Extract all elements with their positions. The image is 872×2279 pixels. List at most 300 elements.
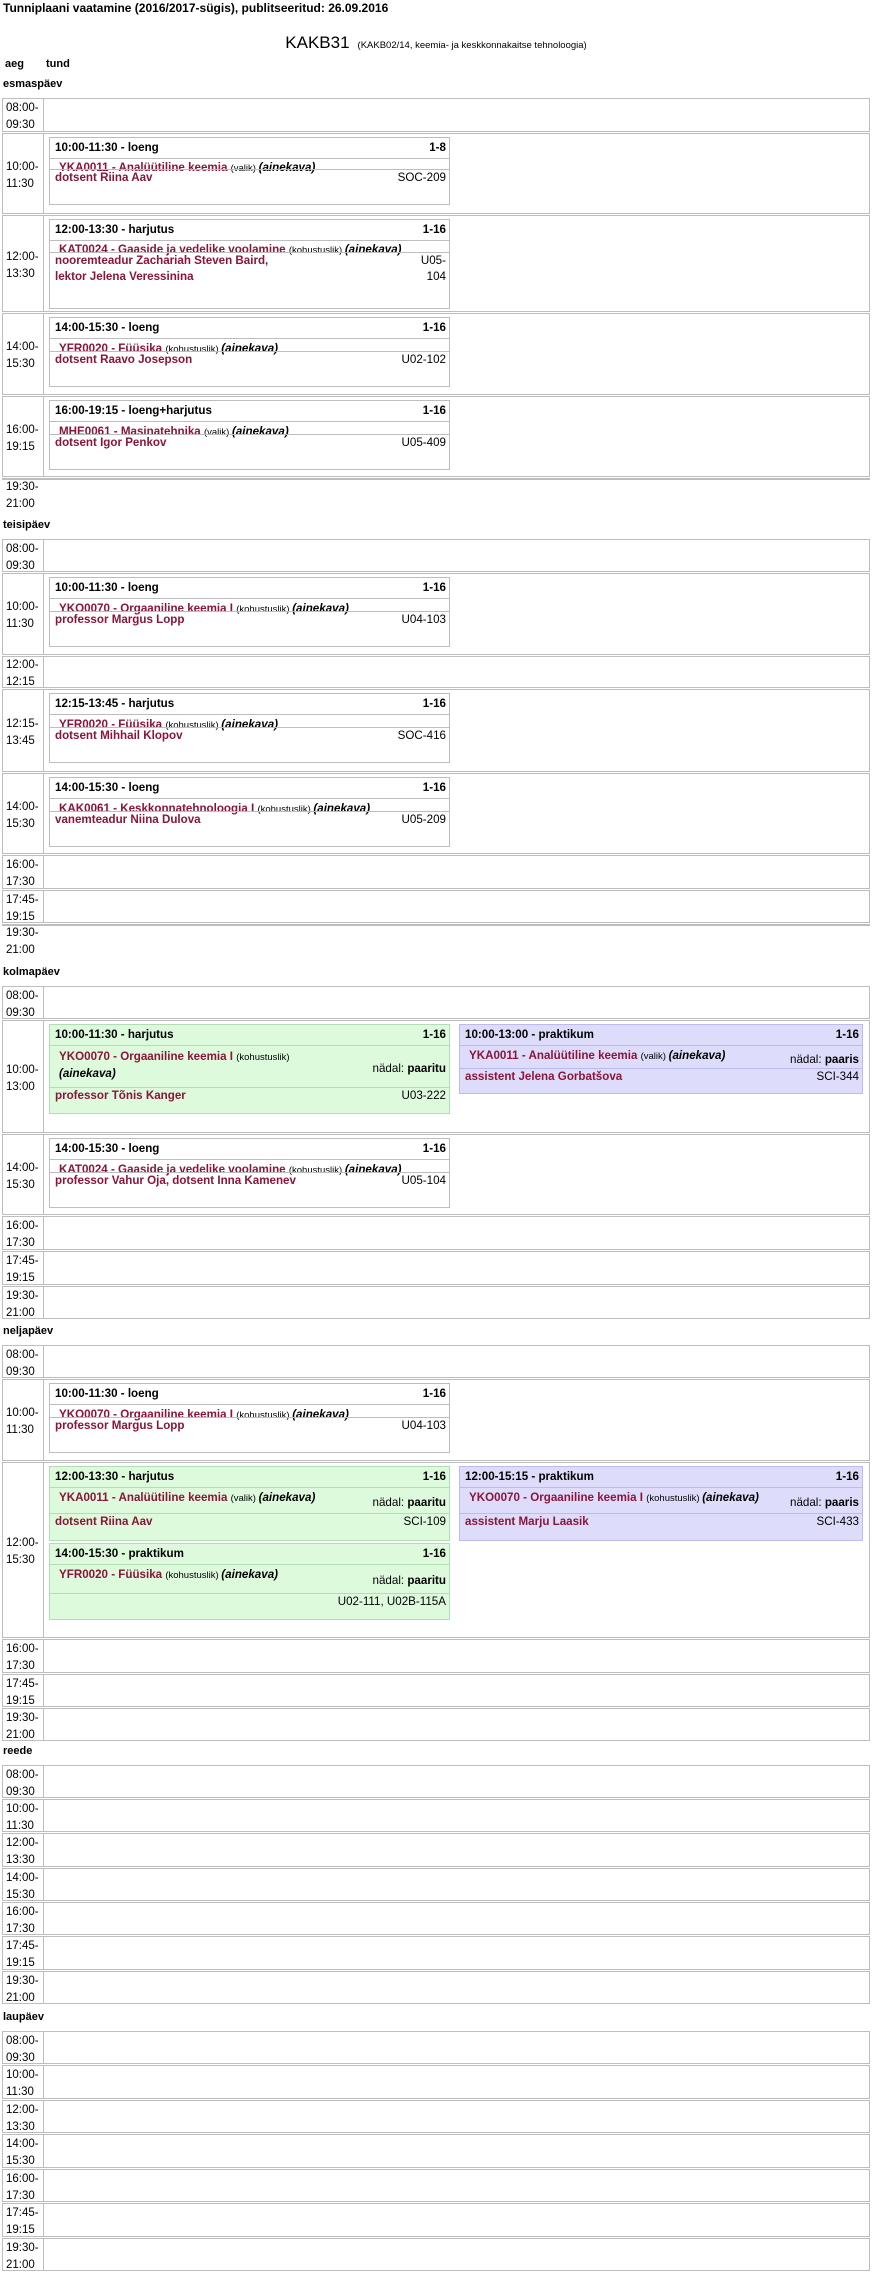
week-label: nädal:	[790, 1053, 825, 1066]
syllabus-link[interactable]: (ainekava)	[258, 161, 316, 174]
lesson-weeks: 1-16	[422, 1387, 446, 1400]
lesson-card[interactable]	[49, 137, 450, 205]
lesson-weeks: 1-16	[835, 1470, 859, 1483]
lesson-weeks: 1-16	[422, 697, 446, 710]
column-header-time: aeg	[5, 58, 24, 70]
divider	[50, 714, 449, 715]
slot-time	[6, 1904, 44, 1937]
time-slot	[2, 1902, 870, 1935]
slot-end: 21:00	[6, 497, 35, 510]
slot-start: 14:00-	[6, 1872, 39, 1884]
slot-time	[6, 1062, 44, 1095]
lesson-time-type: 10:00-11:30 - loeng	[55, 1387, 159, 1400]
syllabus-link[interactable]: (ainekava)	[221, 718, 279, 731]
syllabus-link[interactable]: (ainekava)	[344, 1163, 402, 1176]
lesson-weeks: 1-16	[422, 1547, 446, 1560]
slot-start: 17:45-	[6, 1255, 39, 1267]
course-name[interactable]: MHE0061 - Masinatehnika	[59, 425, 204, 438]
course-link[interactable]	[469, 1491, 759, 1504]
syllabus-link[interactable]: (ainekava)	[313, 802, 371, 815]
divider	[50, 1045, 449, 1046]
slot-end: 15:30	[6, 1553, 35, 1566]
room: U05-104	[401, 1174, 446, 1187]
week-label: nädal:	[372, 1496, 408, 1509]
course-name[interactable]: YKA0011 - Analüütiline keemia	[59, 1491, 231, 1504]
slot-start: 17:45-	[6, 1678, 39, 1690]
course-type: (valik)	[203, 427, 232, 438]
divider	[50, 598, 449, 599]
time-slot	[2, 478, 870, 510]
room: 104	[426, 270, 446, 283]
course-name[interactable]: YKO0070 - Orgaaniline keemia I	[469, 1491, 647, 1504]
slot-end: 15:30	[6, 817, 35, 830]
lesson-card[interactable]	[49, 577, 450, 647]
time-slot	[2, 2065, 870, 2099]
week-value: paaritu	[407, 1574, 446, 1587]
lesson-time-type: 10:00-11:30 - harjutus	[55, 1028, 174, 1041]
slot-time	[6, 1676, 44, 1709]
slot-time	[6, 1253, 44, 1286]
time-slot	[2, 1971, 870, 2004]
lesson-time-type: 16:00-19:15 - loeng+harjutus	[55, 404, 212, 417]
teacher-link[interactable]: dotsent Igor Penkov	[55, 436, 167, 449]
slot-start: 19:30-	[6, 1975, 39, 1987]
slot-end: 17:30	[6, 1236, 35, 1249]
course-name[interactable]: YKA0011 - Analüütiline keemia	[469, 1049, 641, 1062]
slot-time	[6, 1218, 44, 1251]
slot-start: 12:00-	[6, 2104, 39, 2116]
day-heading: esmaspäev	[3, 78, 63, 90]
slot-end: 11:30	[6, 1819, 34, 1832]
course-name[interactable]: KAK0061 - Keskkonnatehnoloogia I	[59, 802, 258, 815]
slot-end: 13:30	[6, 1853, 35, 1866]
time-slot	[2, 1708, 870, 1741]
course-type: (kohustuslik)	[288, 1165, 345, 1176]
course-name[interactable]: YKO0070 - Orgaaniline keemia I	[59, 602, 237, 615]
lesson-time-type: 14:00-15:30 - loeng	[55, 1142, 160, 1155]
divider	[460, 1045, 862, 1046]
room: SCI-109	[403, 1515, 446, 1528]
slot-end: 21:00	[6, 1991, 35, 2004]
time-slot	[2, 539, 870, 572]
lesson-card[interactable]	[49, 1543, 450, 1620]
time-slot	[2, 1639, 870, 1673]
slot-end: 19:15	[6, 1271, 35, 1284]
divider	[50, 1487, 449, 1488]
teacher-link[interactable]: nooremteadur Zachariah Steven Baird,	[55, 254, 269, 267]
lesson-card[interactable]	[49, 777, 450, 847]
teacher-link[interactable]: dotsent Riina Aav	[55, 171, 153, 184]
group-title	[0, 33, 872, 53]
teacher-link[interactable]: professor Margus Lopp	[55, 1419, 185, 1432]
room: U04-103	[401, 1419, 446, 1432]
course-link[interactable]	[59, 1049, 290, 1082]
slot-time	[6, 1938, 44, 1971]
slot-time	[6, 249, 44, 282]
course-name[interactable]: YKA0011 - Analüütiline keemia	[59, 161, 231, 174]
slot-start: 10:00-	[6, 161, 39, 173]
slot-start: 10:00-	[6, 1803, 39, 1815]
room: SCI-433	[816, 1515, 859, 1528]
course-name[interactable]: YKO0070 - Orgaaniline keemia I	[59, 1050, 237, 1063]
slot-time	[6, 2033, 44, 2066]
slot-end: 11:30	[6, 1423, 34, 1436]
time-slot	[2, 2238, 870, 2271]
slot-end: 21:00	[6, 1728, 35, 1741]
course-type: (kohustuslik)	[257, 804, 314, 815]
slot-end: 09:30	[6, 559, 35, 572]
slot-time	[6, 1801, 44, 1834]
slot-time	[6, 2067, 44, 2100]
teacher-link[interactable]: dotsent Mihhail Klopov	[55, 729, 183, 742]
lesson-time-type: 14:00-15:30 - praktikum	[55, 1547, 184, 1560]
slot-end: 15:30	[6, 1888, 35, 1901]
syllabus-link[interactable]: (ainekava)	[231, 425, 289, 438]
room: SOC-209	[397, 171, 446, 184]
divider	[50, 1404, 449, 1405]
slot-start: 12:00-	[6, 251, 39, 263]
syllabus-link[interactable]: (ainekava)	[292, 1408, 349, 1421]
lesson-time-type: 12:00-13:30 - harjutus	[55, 223, 175, 236]
week-parity	[790, 1496, 859, 1509]
teacher-link[interactable]: dotsent Riina Aav	[55, 1515, 153, 1528]
slot-time	[6, 2240, 44, 2273]
course-name[interactable]: YFR0020 - Füüsika	[59, 718, 166, 731]
lesson-weeks: 1-16	[422, 404, 446, 417]
slot-time	[6, 1710, 44, 1743]
course-type: (kohustuslik)	[646, 1493, 703, 1504]
room: U03-222	[401, 1089, 446, 1102]
slot-time	[6, 1835, 44, 1868]
slot-time	[6, 657, 44, 690]
slot-start: 19:30-	[6, 1290, 39, 1302]
slot-start: 12:00-	[6, 1837, 39, 1849]
time-slot	[2, 1868, 870, 1901]
slot-start: 16:00-	[6, 1643, 39, 1655]
day-heading: reede	[3, 1745, 33, 1757]
slot-time	[6, 1641, 44, 1674]
course-name[interactable]: YFR0020 - Füüsika	[59, 342, 166, 355]
time-slot	[2, 656, 870, 688]
lesson-time-type: 10:00-13:00 - praktikum	[465, 1028, 594, 1041]
lesson-time-type: 12:15-13:45 - harjutus	[55, 697, 175, 710]
slot-end: 12:15	[6, 675, 35, 688]
time-slot	[2, 1936, 870, 1970]
teacher-link[interactable]: assistent Marju Laasik	[465, 1515, 589, 1528]
room: SCI-344	[816, 1070, 859, 1083]
slot-end: 11:30	[6, 2085, 34, 2098]
slot-time	[6, 1767, 44, 1800]
time-slot	[2, 890, 870, 923]
teacher-link[interactable]: lektor Jelena Veressinina	[55, 270, 194, 283]
week-value: paaritu	[407, 1062, 446, 1075]
teacher-link[interactable]: professor Margus Lopp	[55, 613, 185, 626]
slot-end: 17:30	[6, 875, 35, 888]
slot-time	[6, 1347, 44, 1380]
week-parity	[373, 1496, 446, 1509]
slot-end: 19:15	[6, 440, 35, 453]
lesson-card[interactable]	[49, 1024, 450, 1114]
course-type: (kohustuslik)	[236, 1052, 290, 1063]
room: U05-209	[401, 813, 446, 826]
slot-end: 19:15	[6, 1956, 35, 1969]
week-value: paaris	[824, 1053, 859, 1066]
divider	[50, 240, 449, 241]
teacher-link[interactable]: professor Tõnis Kanger	[55, 1089, 186, 1102]
lesson-weeks: 1-16	[422, 1142, 446, 1155]
slot-time	[6, 100, 44, 133]
slot-time	[6, 599, 44, 632]
week-value: paaritu	[407, 1496, 446, 1509]
teacher-link[interactable]: dotsent Raavo Josepson	[55, 353, 193, 366]
time-slot	[2, 773, 870, 854]
slot-end: 17:30	[6, 2189, 35, 2202]
slot-start: 16:00-	[6, 2173, 39, 2185]
slot-time	[6, 1288, 44, 1321]
slot-end: 21:00	[6, 1306, 35, 1319]
course-link[interactable]	[59, 1491, 315, 1504]
slot-time	[6, 857, 44, 890]
slot-start: 17:45-	[6, 894, 39, 906]
slot-start: 19:30-	[6, 2242, 39, 2254]
syllabus-link[interactable]: (ainekava)	[292, 602, 349, 615]
lesson-time-type: 12:00-15:15 - praktikum	[465, 1470, 594, 1483]
time-slot	[2, 98, 870, 132]
lesson-time-type: 12:00-13:30 - harjutus	[55, 1470, 175, 1483]
divider	[50, 421, 449, 422]
slot-time	[6, 1535, 44, 1568]
time-slot	[2, 1286, 870, 1319]
time-slot	[2, 1251, 870, 1285]
slot-end: 15:30	[6, 2154, 35, 2167]
slot-end: 13:45	[6, 734, 35, 747]
slot-end: 11:30	[6, 177, 34, 190]
group-subtitle: (KAKB02/14, keemia- ja keskkonnakaitse tehnoloogia)	[357, 40, 587, 51]
time-slot	[2, 855, 870, 889]
syllabus-link[interactable]: (ainekava)	[702, 1491, 759, 1504]
time-slot	[2, 2134, 870, 2168]
time-slot	[2, 1216, 870, 1250]
lesson-weeks: 1-16	[422, 1470, 446, 1483]
slot-time	[6, 541, 44, 574]
lesson-weeks: 1-16	[422, 781, 446, 794]
slot-time	[6, 422, 44, 455]
day-heading: teisipäev	[3, 519, 51, 531]
time-slot	[2, 1134, 870, 1215]
slot-end: 19:15	[6, 910, 35, 923]
time-slot	[2, 573, 870, 655]
slot-start: 14:00-	[6, 2138, 39, 2150]
course-name[interactable]: YKO0070 - Orgaaniline keemia I	[59, 1408, 237, 1421]
slot-end: 19:15	[6, 2223, 35, 2236]
lesson-weeks: 1-16	[422, 581, 446, 594]
slot-time	[6, 716, 44, 749]
room: U05-	[420, 254, 446, 267]
lesson-time-type: 10:00-11:30 - loeng	[55, 581, 159, 594]
time-slot	[2, 1799, 870, 1832]
lesson-weeks: 1-8	[429, 141, 446, 154]
lesson-card[interactable]	[49, 1138, 450, 1208]
course-name[interactable]: KAT0024 - Gaaside ja vedelike voolamine	[59, 243, 289, 256]
divider	[50, 798, 449, 799]
teacher-link[interactable]: professor Vahur Oja, dotsent Inna Kamenev	[55, 1174, 296, 1187]
slot-start: 10:00-	[6, 1064, 39, 1076]
time-slot	[2, 313, 870, 395]
day-heading: neljapäev	[3, 1325, 54, 1337]
slot-time	[6, 1870, 44, 1903]
lesson-card[interactable]	[49, 1466, 450, 1541]
room: U02-111, U02B-115A	[337, 1595, 446, 1608]
course-name[interactable]: YFR0020 - Füüsika	[59, 1568, 166, 1581]
lesson-card[interactable]	[49, 400, 450, 470]
slot-end: 13:30	[6, 2120, 35, 2133]
syllabus-link[interactable]: (ainekava)	[668, 1049, 726, 1062]
slot-start: 12:00-	[6, 659, 39, 671]
slot-start: 08:00-	[6, 2035, 39, 2047]
slot-start: 19:30-	[6, 1712, 39, 1724]
time-slot	[2, 2031, 870, 2064]
slot-time	[6, 925, 44, 958]
slot-time	[6, 988, 44, 1021]
course-link[interactable]	[59, 1568, 278, 1581]
lesson-card[interactable]	[49, 1383, 450, 1453]
day-heading: laupäev	[3, 2011, 44, 2023]
week-parity	[790, 1053, 859, 1066]
syllabus-link[interactable]: (ainekava)	[221, 342, 279, 355]
slot-start: 14:00-	[6, 801, 39, 813]
slot-time	[6, 892, 44, 925]
slot-start: 12:15-	[6, 718, 39, 730]
course-name[interactable]: KAT0024 - Gaaside ja vedelike voolamine	[59, 1163, 289, 1176]
syllabus-link[interactable]: (ainekava)	[258, 1491, 316, 1504]
time-slot	[2, 1674, 870, 1707]
slot-start: 19:30-	[6, 481, 39, 493]
week-parity	[373, 1062, 446, 1075]
time-slot	[2, 2169, 870, 2202]
slot-end: 19:15	[6, 1694, 35, 1707]
divider	[460, 1487, 862, 1488]
lesson-card[interactable]	[49, 693, 450, 763]
slot-start: 14:00-	[6, 1162, 39, 1174]
course-type: (valik)	[230, 163, 259, 174]
slot-end: 15:30	[6, 357, 35, 370]
time-slot	[2, 396, 870, 477]
slot-start: 17:45-	[6, 1940, 39, 1952]
slot-start: 10:00-	[6, 1407, 39, 1419]
slot-time	[6, 1405, 44, 1438]
course-type: (kohustuslik)	[236, 1410, 293, 1421]
lesson-card[interactable]	[459, 1024, 863, 1094]
divider	[50, 338, 449, 339]
divider	[50, 1159, 449, 1160]
week-parity	[373, 1574, 446, 1587]
slot-time	[6, 1973, 44, 2006]
slot-end: 21:00	[6, 943, 35, 956]
lesson-card[interactable]	[459, 1466, 863, 1541]
day-heading: kolmapäev	[3, 966, 60, 978]
slot-end: 09:30	[6, 1006, 35, 1019]
syllabus-link[interactable]: (ainekava)	[344, 243, 402, 256]
time-slot	[2, 1020, 870, 1133]
time-slot	[2, 215, 870, 312]
week-value: paaris	[824, 1496, 859, 1509]
room: SOC-416	[397, 729, 446, 742]
slot-end: 09:30	[6, 118, 35, 131]
slot-start: 17:45-	[6, 2207, 39, 2219]
room: U04-103	[401, 613, 446, 626]
slot-end: 13:30	[6, 267, 35, 280]
slot-start: 08:00-	[6, 102, 39, 114]
room: U05-409	[401, 436, 446, 449]
time-slot	[2, 986, 870, 1019]
course-type: (kohustuslik)	[165, 720, 222, 731]
slot-start: 08:00-	[6, 1349, 39, 1361]
slot-time	[6, 159, 44, 192]
week-label: nädal:	[372, 1574, 408, 1587]
slot-time	[6, 479, 44, 512]
time-slot	[2, 1833, 870, 1867]
page-heading: Tunniplaani vaatamine (2016/2017-sügis), publitseeritud: 26.09.2016	[3, 1, 389, 15]
lesson-time-type: 10:00-11:30 - loeng	[55, 141, 159, 154]
syllabus-link[interactable]: (ainekava)	[221, 1568, 279, 1581]
slot-start: 10:00-	[6, 2069, 39, 2081]
slot-time	[6, 2171, 44, 2204]
time-slot	[2, 1345, 870, 1378]
slot-end: 11:30	[6, 617, 34, 630]
slot-end: 17:30	[6, 1922, 35, 1935]
divider	[50, 158, 449, 159]
slot-start: 16:00-	[6, 859, 39, 871]
lesson-weeks: 1-16	[835, 1028, 859, 1041]
lesson-card[interactable]	[49, 317, 450, 387]
slot-time	[6, 2102, 44, 2135]
course-type: (kohustuslik)	[165, 344, 222, 355]
slot-start: 16:00-	[6, 424, 39, 436]
slot-time	[6, 2205, 44, 2238]
lesson-time-type: 14:00-15:30 - loeng	[55, 321, 160, 334]
divider	[50, 1564, 449, 1565]
slot-start: 12:00-	[6, 1537, 39, 1549]
slot-start: 10:00-	[6, 601, 39, 613]
teacher-link[interactable]: assistent Jelena Gorbatšova	[465, 1070, 623, 1083]
slot-end: 09:30	[6, 1785, 35, 1798]
slot-start: 16:00-	[6, 1220, 39, 1232]
slot-end: 13:00	[6, 1080, 35, 1093]
slot-end: 09:30	[6, 2051, 35, 2064]
time-slot	[2, 1765, 870, 1798]
time-slot	[2, 924, 870, 956]
syllabus-link[interactable]: (ainekava)	[59, 1067, 116, 1080]
slot-start: 19:30-	[6, 927, 39, 939]
teacher-link[interactable]: vanemteadur Niina Dulova	[55, 813, 201, 826]
slot-start: 14:00-	[6, 341, 39, 353]
group-code: KAKB31	[285, 33, 350, 52]
slot-end: 09:30	[6, 1365, 35, 1378]
slot-start: 08:00-	[6, 990, 39, 1002]
course-type: (valik)	[230, 1493, 259, 1504]
course-link[interactable]	[469, 1049, 725, 1062]
room: U02-102	[401, 353, 446, 366]
course-type: (kohustuslik)	[165, 1570, 222, 1581]
time-slot	[2, 2100, 870, 2133]
slot-time	[6, 799, 44, 832]
slot-start: 08:00-	[6, 543, 39, 555]
time-slot	[2, 689, 870, 772]
week-label: nädal:	[372, 1062, 408, 1075]
lesson-weeks: 1-16	[422, 321, 446, 334]
time-slot	[2, 1462, 870, 1638]
lesson-card[interactable]	[49, 219, 450, 309]
